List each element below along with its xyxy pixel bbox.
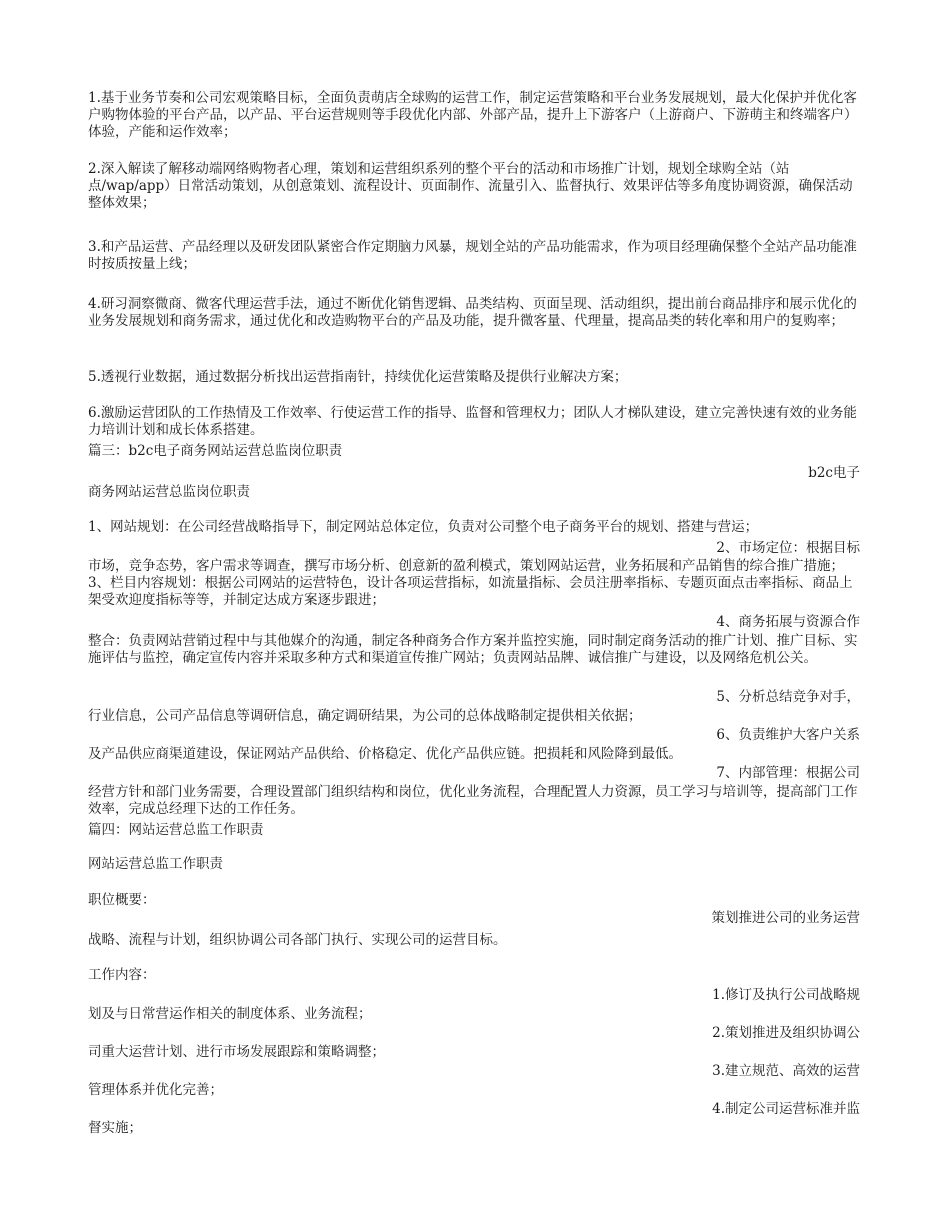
section-3-item-5-lead: 5、分析总结竞争对手， (716, 689, 860, 705)
section-4-work-item-2-body: 司重大运营计划、进行市场发展跟踪和策略调整； (88, 1044, 385, 1060)
section-3-heading: 篇三：b2c电子商务网站运营总监岗位职责 (88, 443, 343, 459)
section-4-work-item-1-lead: 1.修订及执行公司战略规 (712, 987, 860, 1003)
duty-item-1: 1.基于业务节奏和公司宏观策略目标，全面负责萌店全球购的运营工作，制定运营策略和平台业务发展规划，最大化保护并优化客户购物体验的平台产品，以产品、平台运营规则等手段优化内部、外部产品，提升上下游客户（上游商户、下游萌主和终端客户）体验，产能和运作效率； (88, 90, 858, 140)
section-4-work-item-2-lead: 2.策划推进及组织协调公 (712, 1025, 860, 1041)
section-3-item-4-body: 整合：负责网站营销过程中与其他媒介的沟通，制定各种商务合作方案并监控实施，同时制定商务活动的推广计划、推广目标、实施评估与监控，确定宣传内容并采取多种方式和渠道宣传推广网站；负责网站品牌、诚信推广与建设，以及网络危机公关。 (88, 633, 858, 666)
section-3-item-4-lead: 4、商务拓展与资源合作 (716, 614, 860, 630)
section-3-item-7-lead: 7、内部管理：根据公司 (716, 765, 860, 781)
section-3-item-2-lead: 2、市场定位：根据目标 (716, 540, 860, 556)
duty-item-2: 2.深入解读了解移动端网络购物者心理，策划和运营组织系列的整个平台的活动和市场推广计划，规划全球购全站（站点/wap/app）日常活动策划，从创意策划、流程设计、页面制作、流量引入、监督执行、效果评估等多角度协调资源，确保活动整体效果； (88, 161, 853, 211)
section-4-title: 网站运营总监工作职责 (88, 856, 223, 872)
section-3-title-part-b: 商务网站运营总监岗位职责 (88, 484, 250, 500)
section-3-item-1: 1、网站规划：在公司经营战略指导下，制定网站总体定位，负责对公司整个电子商务平台的规划、搭建与营运； (88, 519, 759, 535)
section-4-work-item-1-body: 划及与日常营运作相关的制度体系、业务流程； (88, 1006, 372, 1022)
duty-item-3: 3.和产品运营、产品经理以及研发团队紧密合作定期脑力风暴，规划全站的产品功能需求，作为项目经理确保整个全站产品功能准时按质按量上线； (88, 239, 857, 272)
section-4-heading: 篇四：网站运营总监工作职责 (88, 822, 264, 838)
section-4-work-item-4-lead: 4.制定公司运营标准并监 (712, 1101, 860, 1117)
section-3-item-5-body: 行业信息，公司产品信息等调研信息，确定调研结果，为公司的总体战略制定提供相关依据； (88, 708, 642, 724)
section-4-overview-lead: 策划推进公司的业务运营 (711, 910, 860, 926)
section-4-work-item-4-body: 督实施； (88, 1120, 142, 1136)
section-4-work-item-3-body: 管理体系并优化完善； (88, 1082, 223, 1098)
section-4-work-item-3-lead: 3.建立规范、高效的运营 (712, 1063, 860, 1079)
section-3-item-7-body: 经营方针和部门业务需要，合理设置部门组织结构和岗位，优化业务流程，合理配置人力资源，员工学习与培训等，提高部门工作效率，完成总经理下达的工作任务。 (88, 784, 858, 817)
duty-item-5: 5.透视行业数据，通过数据分析找出运营指南针，持续优化运营策略及提供行业解决方案； (88, 369, 628, 385)
section-3-item-6-lead: 6、负责维护大客户关系 (716, 727, 860, 743)
duty-item-4: 4.研习洞察微商、微客代理运营手法，通过不断优化销售逻辑、品类结构、页面呈现、活动组织，提出前台商品排序和展示优化的业务发展规划和商务需求，通过优化和改造购物平台的产品及功能，提升微客量、代理量，提高品类的转化率和用户的复购率； (88, 296, 857, 329)
section-4-work-label: 工作内容： (88, 967, 156, 983)
section-3-title-part-a: b2c电子 (808, 465, 860, 481)
section-4-overview-label: 职位概要： (88, 892, 156, 908)
duty-item-6: 6.激励运营团队的工作热情及工作效率、行使运营工作的指导、监督和管理权力；团队人才梯队建设，建立完善快速有效的业务能力培训计划和成长体系搭建。 (88, 405, 857, 438)
section-3-item-6-body: 及产品供应商渠道建设，保证网站产品供给、价格稳定、优化产品供应链。把损耗和风险降到最低。 (88, 746, 682, 762)
section-3-item-2-body: 市场，竞争态势，客户需求等调查，撰写市场分析、创意新的盈利模式，策划网站运营，业务拓展和产品销售的综合推广措施； 3、栏目内容规划：根据公司网站的运营特色，设计各项运营指标，如流量指标、会员注册率指标、专题页面点击率指标、商品上架受欢迎度指标等等，并制定达成方案逐步跟进； (88, 558, 853, 608)
section-4-overview-body: 战略、流程与计划，组织协调公司各部门执行、实现公司的运营目标。 (88, 932, 507, 948)
